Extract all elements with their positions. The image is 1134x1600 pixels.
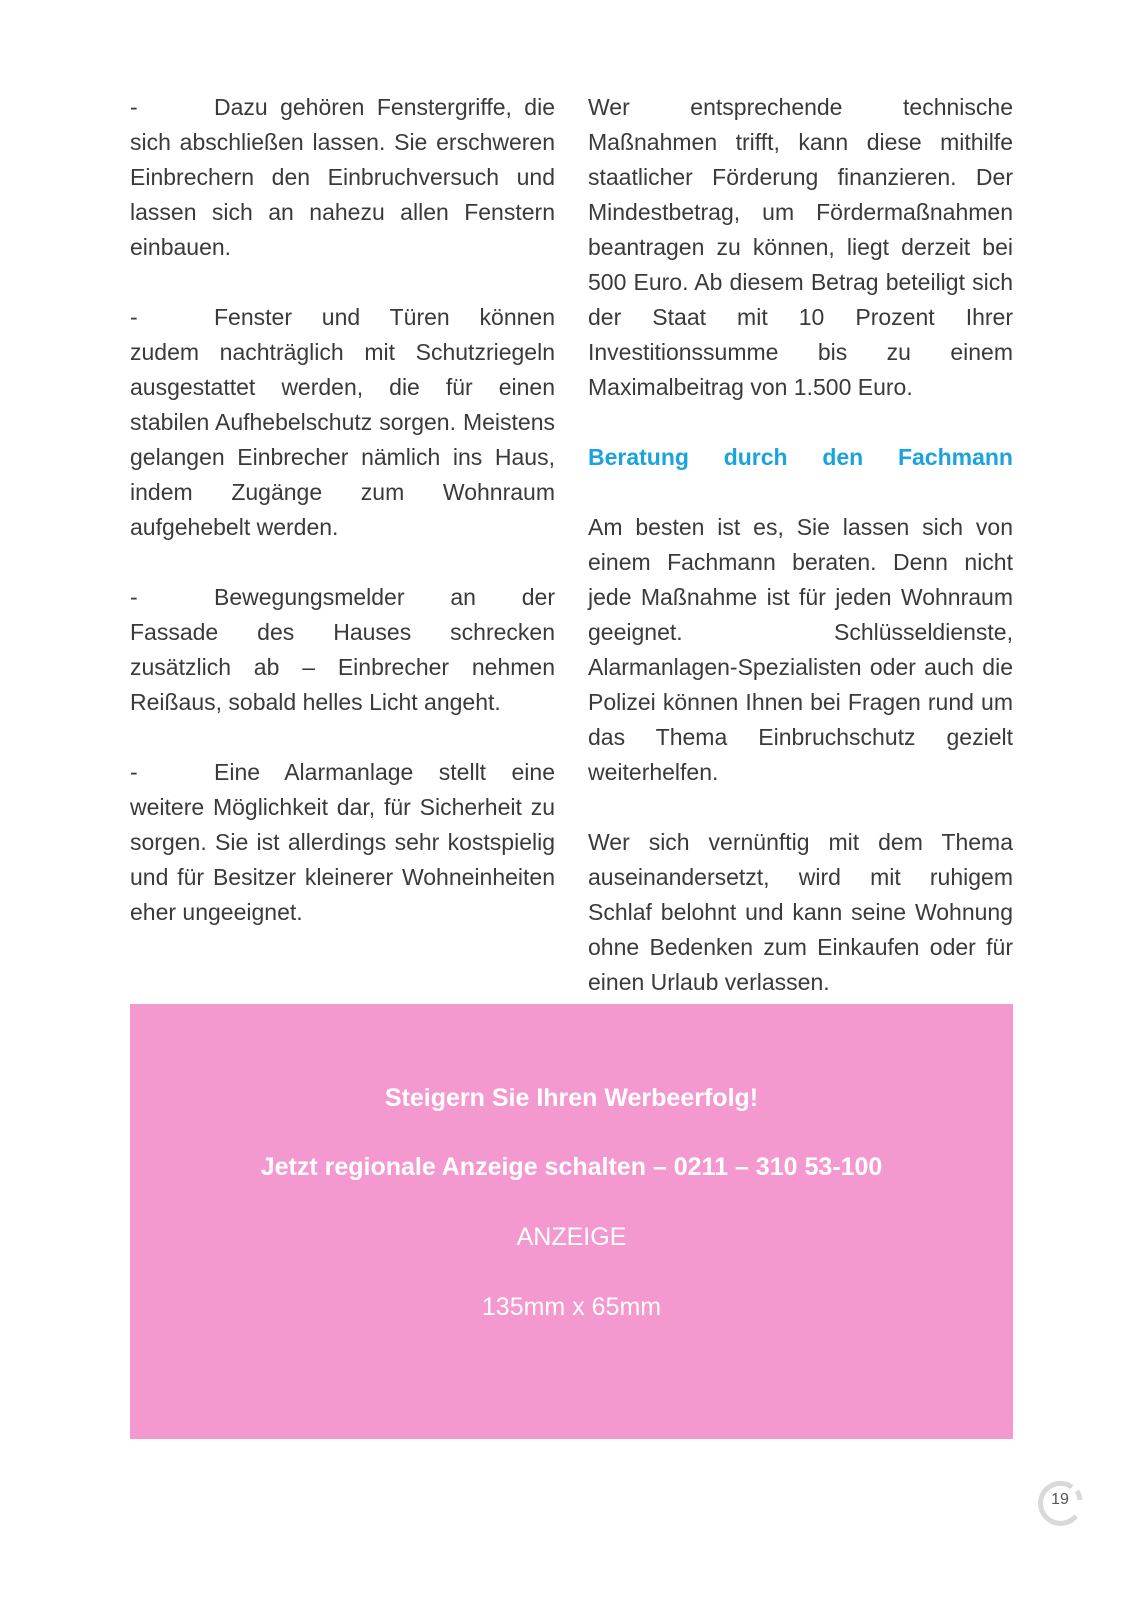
- page-number-badge: [1036, 1478, 1084, 1526]
- bullet-dash: -: [130, 584, 138, 610]
- bullet-text: Eine Alarmanlage stellt eine weitere Möglichkeit dar, für Sicherheit zu sorgen. Sie ist allerdings sehr kostspielig und für Besitzer kleinerer Wohneinheiten eher ungeeignet.: [130, 759, 555, 925]
- right-column: [588, 90, 1013, 1000]
- left-column: [130, 90, 555, 930]
- ad-size: 135mm x 65mm: [481, 1293, 662, 1321]
- bullet-dash: -: [130, 94, 138, 120]
- page-number: 19: [1051, 1491, 1069, 1508]
- bullet-paragraph: [130, 300, 555, 545]
- ad-cta: Jetzt regionale Anzeige schalten – 0211 – 310 53-100: [260, 1153, 883, 1181]
- bullet-paragraph: [130, 755, 555, 930]
- section-heading: Beratung durch den Fachmann: [588, 444, 1013, 470]
- bullet-text: Dazu gehören Fenstergriffe, die sich abschließen lassen. Sie erschweren Einbrechern den Einbruchversuch und lassen sich an nahezu allen Fenstern einbauen.: [130, 94, 555, 260]
- bullet-dash: -: [130, 759, 138, 785]
- bullet-dash: -: [130, 304, 138, 330]
- bullet-text: Bewegungsmelder an der Fassade des Hauses schrecken zusätzlich ab – Einbrecher nehmen Reißaus, sobald helles Licht angeht.: [130, 584, 555, 715]
- bullet-paragraph: [130, 580, 555, 720]
- ad-label: ANZEIGE: [516, 1223, 627, 1251]
- paragraph-advice: Am besten ist es, Sie lassen sich von einem Fachmann beraten. Denn nicht jede Maßnahme ist für jeden Wohnraum geeignet. Schlüsseldienste, Alarmanlagen-Spezialisten oder auch die Polizei können Ihnen bei Fragen rund um das Thema Einbruchschutz gezielt weiterhelfen.: [588, 514, 1013, 785]
- advertisement-box: [130, 1004, 1013, 1439]
- bullet-text: Fenster und Türen können zudem nachträglich mit Schutzriegeln ausgestattet werden, die für einen stabilen Aufhebelschutz sorgen. Meistens gelangen Einbrecher nämlich ins Haus, indem Zugänge zum Wohnraum aufgehebelt werden.: [130, 304, 555, 540]
- bullet-paragraph: [130, 90, 555, 265]
- ad-headline: Steigern Sie Ihren Werbeerfolg!: [384, 1084, 759, 1112]
- paragraph-conclusion: Wer sich vernünftig mit dem Thema auseinandersetzt, wird mit ruhigem Schlaf belohnt und kann seine Wohnung ohne Bedenken zum Einkaufen oder für einen Urlaub verlassen.: [588, 829, 1013, 995]
- paragraph-funding: Wer entsprechende technische Maßnahmen trifft, kann diese mithilfe staatlicher Förderung finanzieren. Der Mindestbetrag, um Fördermaßnahmen beantragen zu können, liegt derzeit bei 500 Euro. Ab diesem Betrag beteiligt sich der Staat mit 10 Prozent Ihrer Investitionssumme bis zu einem Maximalbeitrag von 1.500 Euro.: [588, 94, 1013, 400]
